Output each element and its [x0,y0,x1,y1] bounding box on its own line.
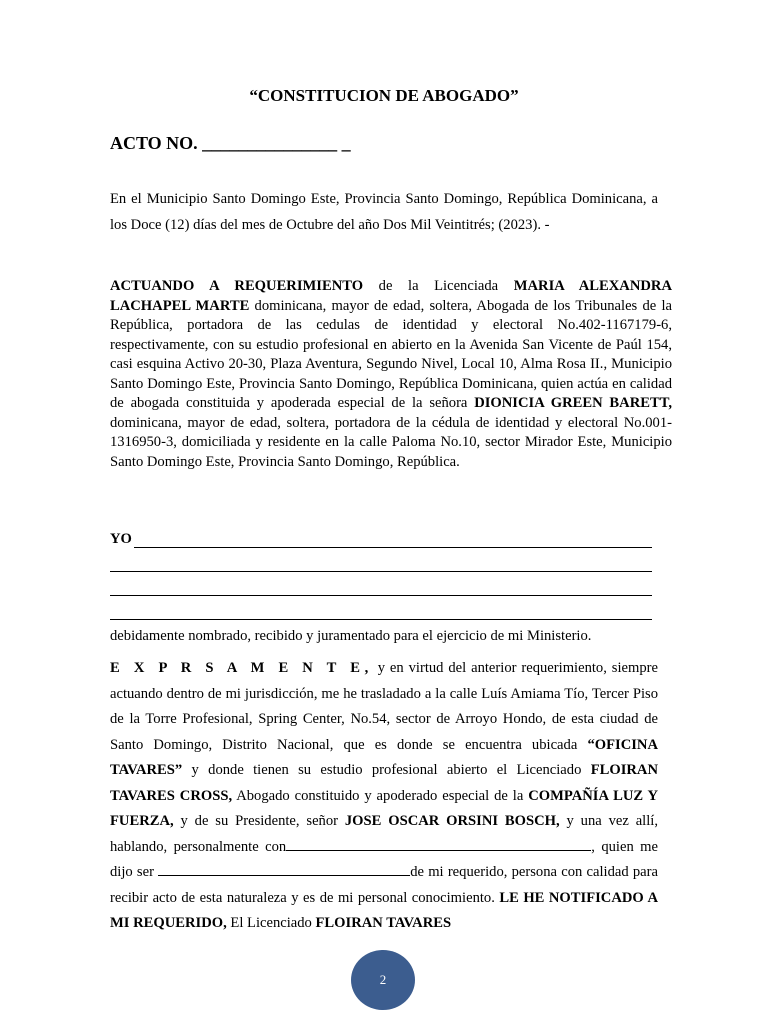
company-name: COMPAÑÍA LUZ Y FUERZA, [110,787,659,829]
office-name: “OFICINA TAVARES” [110,736,658,778]
nombrado-line: debidamente nombrado, recibido y juramentado para el ejercicio de mi Ministerio. [110,628,592,644]
text-segment: y una vez allí, hablando, personalmente con [110,813,658,855]
text-segment: dominicana, mayor de edad, soltera, portadora de la cédula de identidad y electoral No.001-1316950-3, domiciliada y residente en la calle Paloma No.10, sector Mirador Este, Municipio Santo Domingo Este, Provincia Santo Domingo, República. [110,414,672,470]
blank-line [110,524,652,548]
yo-label: YO [110,531,132,547]
intro-paragraph: En el Municipio Santo Domingo Este, Provincia Santo Domingo, República Dominicana, a los Doce (12) días del mes de Octubre del año Dos Mil Veintitrés; (2023). - [110,191,658,233]
president-name: JOSE OSCAR ORSINI BOSCH, [344,813,560,829]
document-title: “CONSTITUCION DE ABOGADO” [249,86,519,105]
attorney-name: FLOIRAN TAVARES [315,915,452,931]
client-name: DIONICIA GREEN BARETT, [474,395,673,411]
blank-line [110,548,652,572]
text-segment: El Licenciado [226,915,316,931]
text-segment: de la Licenciada [363,278,514,294]
blank-line [110,596,652,620]
blank-field [286,838,591,851]
text-segment: Abogado constituido y apoderado especial de la [232,787,529,804]
page-number-badge [351,950,415,1010]
actuando-paragraph [110,277,672,472]
lawyer-name: MARIA ALEXANDRA LACHAPEL MARTE [110,278,672,314]
text-segment: y donde tienen su estudio profesional abierto el Licenciado [182,762,591,778]
notified-phrase: LE HE NOTIFICADO A MI REQUERIDO, [110,889,658,931]
blank-line [110,572,652,596]
blank-field [158,863,410,876]
expresamente-paragraph [110,656,658,937]
attorney-name: FLOIRAN TAVARES CROSS, [110,762,658,804]
bailiff-name-lines [110,524,652,620]
expresamente-lead: E X P R S A M E N T E, [110,660,373,676]
text-segment: , [591,838,595,855]
page-number: 2 [379,972,387,987]
text-segment: dominicana, mayor de edad, soltera, Abogada de los Tribunales de la República, portadora de las cedulas de identidad y electoral No.402-1167179-6, respectivamente, con su estudio profesional en abierto en la Avenida San Vicente de Paúl 154, casi esquina Activo 20-30, Plaza Aventura, Segundo Nivel, Local 10, Alma Rosa II., Municipio Santo Domingo Este, Provincia Santo Domingo, República Dominicana, quien actúa en calidad de abogada constituida y apoderada especial de la señora [110,297,672,411]
text-segment: y en virtud del anterior requerimiento, siempre actuando dentro de mi jurisdicción, me he trasladado a la calle Luís Amiama Tío, Tercer Piso de la Torre Profesional, Spring Center, No.54, sector de Arroyo Hondo, de esta ciudad de Santo Domingo, Distrito Nacional, que es donde se encuentra ubicada [110,660,658,753]
text-segment: quien me dijo ser [110,838,659,880]
actuando-lead: ACTUANDO A REQUERIMIENTO [110,278,364,294]
acto-number-field: ACTO NO. _______________ _ [110,133,351,153]
text-segment: y de su Presidente, señor [173,813,345,829]
text-segment: de mi requerido, persona con calidad para recibir acto de esta naturaleza y es de mi personal conocimiento. [110,864,658,906]
